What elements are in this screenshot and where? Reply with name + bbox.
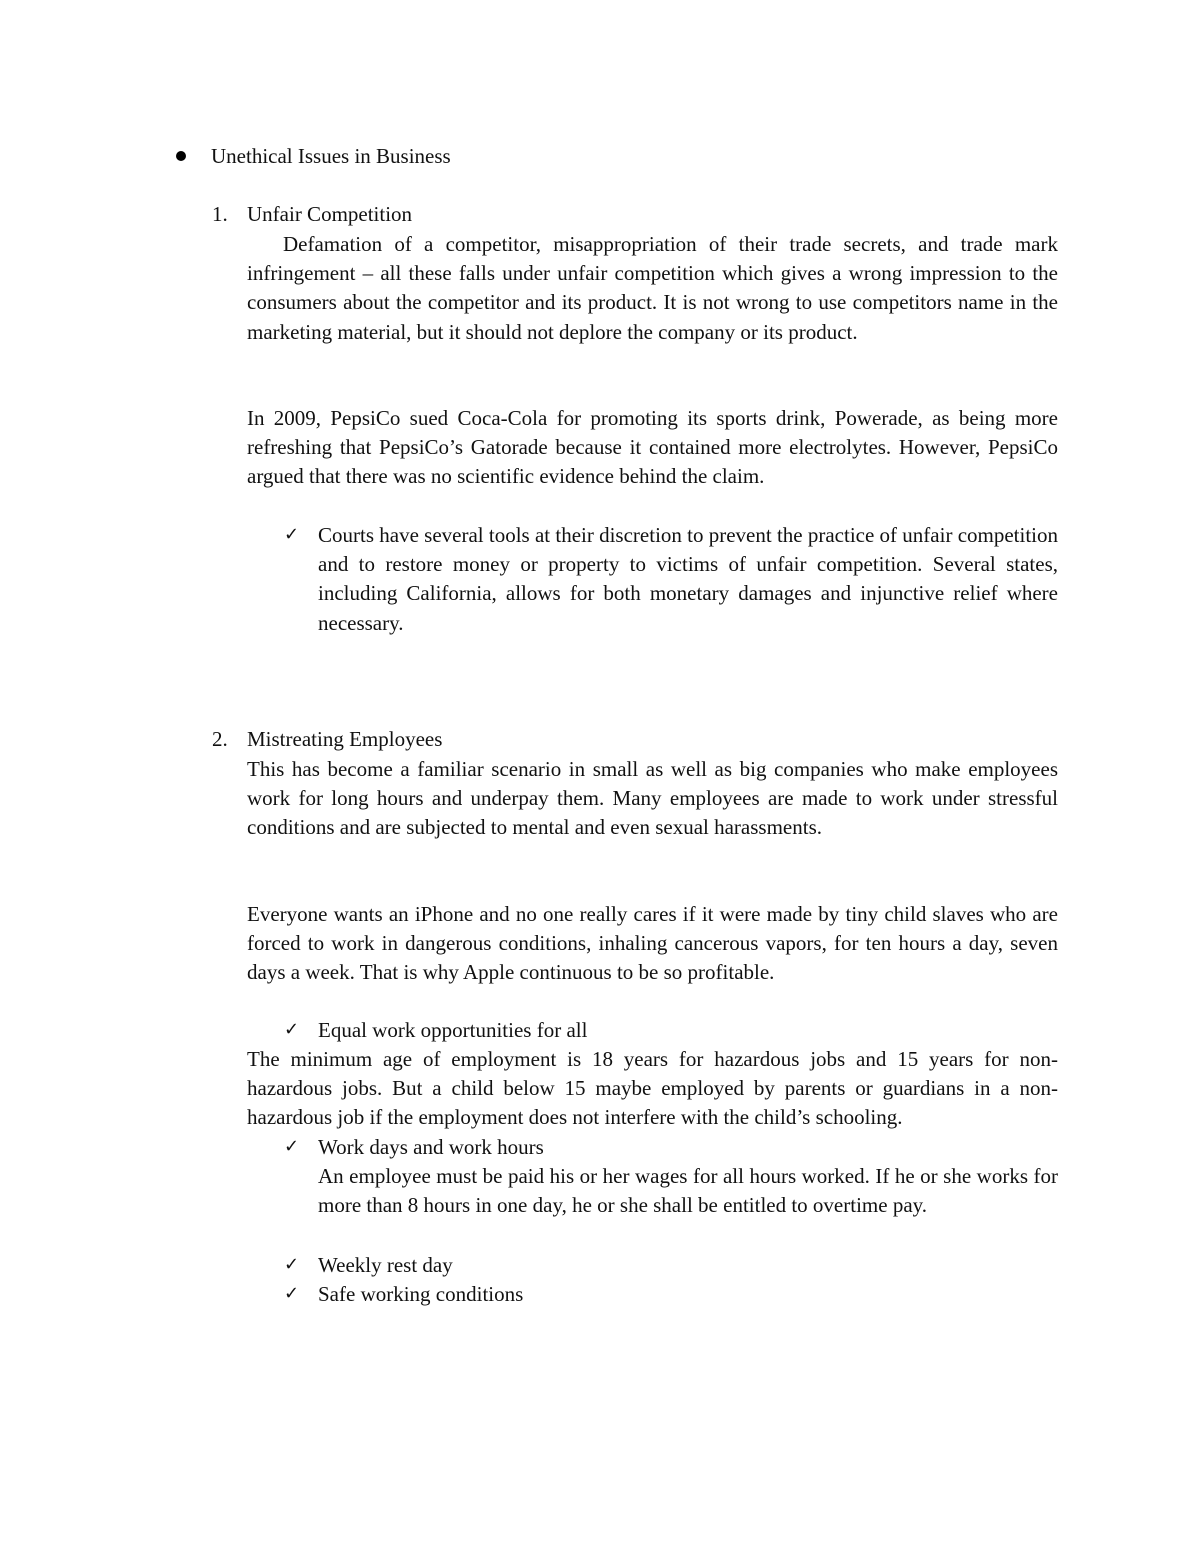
section-2-paragraph-3: The minimum age of employment is 18 years for hazardous jobs and 15 years for non-hazardous jobs. But a child below 15 maybe employed by parents or guardians in a non-hazardous job if the employment does not interfere with the child’s schooling. xyxy=(247,1047,1058,1130)
bullet-dot-icon xyxy=(176,151,186,161)
section-1-title: Unfair Competition xyxy=(247,202,413,226)
section-2-check-1-title: Equal work opportunities for all xyxy=(318,1018,588,1042)
checkmark-icon: ✓ xyxy=(284,1283,300,1304)
section-1-number: 1. xyxy=(212,202,228,226)
checkmark-icon: ✓ xyxy=(284,1136,300,1157)
section-2-check-3-title: Weekly rest day xyxy=(318,1253,453,1277)
section-2-number: 2. xyxy=(212,727,228,751)
checkmark-icon: ✓ xyxy=(284,1019,300,1040)
section-2-check-2-title: Work days and work hours xyxy=(318,1135,544,1159)
document-heading: Unethical Issues in Business xyxy=(211,144,451,168)
section-2-paragraph-1: This has become a familiar scenario in small as well as big companies who make employees work for long hours and underpay them. Many employees are made to work under stressful conditions and are subjected to mental and even sexual harassments. xyxy=(247,757,1058,840)
section-1-paragraph-2: In 2009, PepsiCo sued Coca-Cola for promoting its sports drink, Powerade, as being more refreshing that PepsiCo’s Gatorade because it contained more electrolytes. However, PepsiCo argued that there was no scientific evidence behind the claim. xyxy=(247,406,1058,489)
section-2-title: Mistreating Employees xyxy=(247,727,443,751)
section-2-paragraph-2: Everyone wants an iPhone and no one really cares if it were made by tiny child slaves who are forced to work in dangerous conditions, inhaling cancerous vapors, for ten hours a day, seven days a week. That is why Apple continuous to be so profitable. xyxy=(247,902,1058,985)
section-2-check-2-body: An employee must be paid his or her wages for all hours worked. If he or she works for more than 8 hours in one day, he or she shall be entitled to overtime pay. xyxy=(318,1164,1058,1218)
section-1-paragraph-1: Defamation of a competitor, misappropriation of their trade secrets, and trade mark infringement – all these falls under unfair competition which gives a wrong impression to the consumers about the competitor and its product. It is not wrong to use competitors name in the marketing material, but it should not deplore the company or its product. xyxy=(247,232,1058,344)
section-1-check-1: Courts have several tools at their discretion to prevent the practice of unfair competition and to restore money or property to victims of unfair competition. Several states, including California, allows for both monetary damages and injunctive relief where necessary. xyxy=(318,523,1059,635)
section-2-check-4-title: Safe working conditions xyxy=(318,1282,524,1306)
checkmark-icon: ✓ xyxy=(284,524,300,545)
checkmark-icon: ✓ xyxy=(284,1254,300,1275)
